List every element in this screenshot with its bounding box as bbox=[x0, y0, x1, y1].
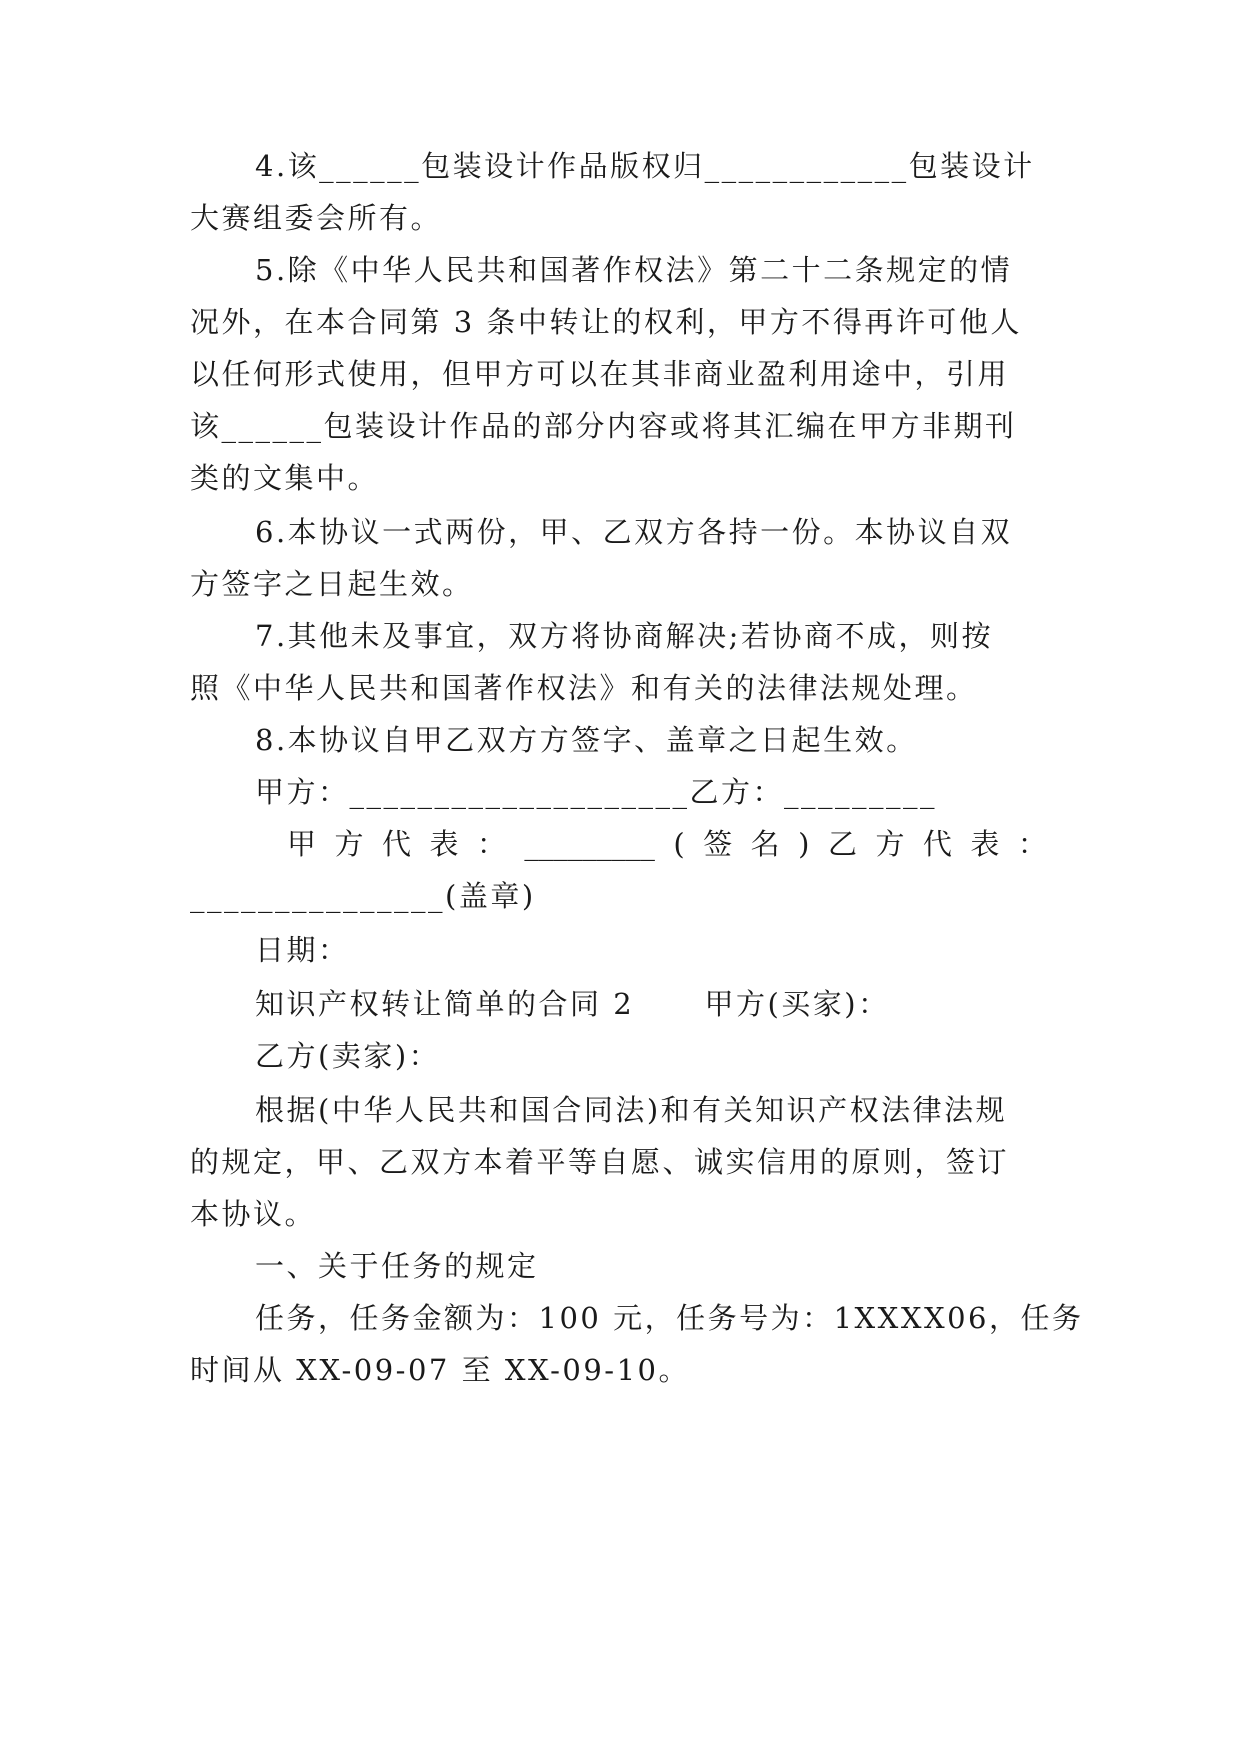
preamble-line-2: 的规定，甲、乙双方本着平等自愿、诚实信用的原则，签订 bbox=[190, 1145, 1010, 1179]
clause-4-line-2: 大赛组委会所有。 bbox=[190, 201, 443, 235]
representative-signature-line bbox=[287, 824, 1047, 864]
clause-5-line-5: 类的文集中。 bbox=[190, 461, 380, 495]
sig-char: 名 bbox=[750, 827, 780, 861]
sig-char: 方 bbox=[334, 827, 364, 861]
clause-8-line: 8.本协议自甲乙双方方签字、盖章之日起生效。 bbox=[255, 723, 918, 757]
sig-char: ： bbox=[1017, 827, 1047, 861]
task-line-2: 时间从 XX-09-07 至 XX-09-10。 bbox=[190, 1353, 690, 1387]
clause-6-line-2: 方签字之日起生效。 bbox=[190, 567, 474, 601]
clause-7-line-1: 7.其他未及事宜，双方将协商解决;若协商不成，则按 bbox=[255, 619, 993, 653]
preamble-line-3: 本协议。 bbox=[190, 1197, 317, 1231]
sig-char: 表 bbox=[429, 827, 459, 861]
sig-char: ： bbox=[476, 827, 506, 861]
sig-char: 表 bbox=[970, 827, 1000, 861]
clause-5-line-1: 5.除《中华人民共和国著作权法》第二十二条规定的情 bbox=[255, 253, 1013, 287]
preamble-line-1: 根据(中华人民共和国合同法)和有关知识产权法律法规 bbox=[255, 1093, 1008, 1127]
clause-7-line-2: 照《中华人民共和国著作权法》和有关的法律法规处理。 bbox=[190, 671, 978, 705]
party-b-seller-line: 乙方(卖家)： bbox=[255, 1039, 441, 1073]
date-line: 日期： bbox=[255, 933, 350, 967]
party-signature-line: 甲方：____________________乙方：_________ bbox=[255, 775, 938, 809]
clause-5-line-2: 况外，在本合同第 3 条中转让的权利，甲方不得再许可他人 bbox=[190, 305, 1022, 339]
clause-6-line-1: 6.本协议一式两份，甲、乙双方各持一份。本协议自双 bbox=[255, 515, 1013, 549]
sig-char: ( bbox=[673, 827, 685, 861]
seal-line: _______________(盖章) bbox=[190, 879, 536, 913]
sig-char: 代 bbox=[922, 827, 952, 861]
clause-5-line-3: 以任何形式使用，但甲方可以在其非商业盈利用途中，引用 bbox=[190, 357, 1010, 391]
sig-char: 乙 bbox=[827, 827, 857, 861]
task-line-1: 任务，任务金额为：100 元，任务号为：1XXXX06，任务 bbox=[255, 1301, 1084, 1335]
sig-char: ) bbox=[798, 827, 810, 861]
sig-char: 签 bbox=[703, 827, 733, 861]
sig-char: 甲 bbox=[287, 827, 317, 861]
clause-4-line-1: 4.该______包装设计作品版权归____________包装设计 bbox=[255, 149, 1035, 183]
section-heading: 一、关于任务的规定 bbox=[255, 1249, 539, 1283]
clause-5-line-4: 该______包装设计作品的部分内容或将其汇编在甲方非期刊 bbox=[190, 409, 1017, 443]
sig-char: 代 bbox=[381, 827, 411, 861]
contract-2-title-line: 知识产权转让简单的合同 2 甲方(买家)： bbox=[255, 987, 890, 1021]
sig-char: 方 bbox=[875, 827, 905, 861]
sig-blank: _________ bbox=[524, 827, 655, 861]
